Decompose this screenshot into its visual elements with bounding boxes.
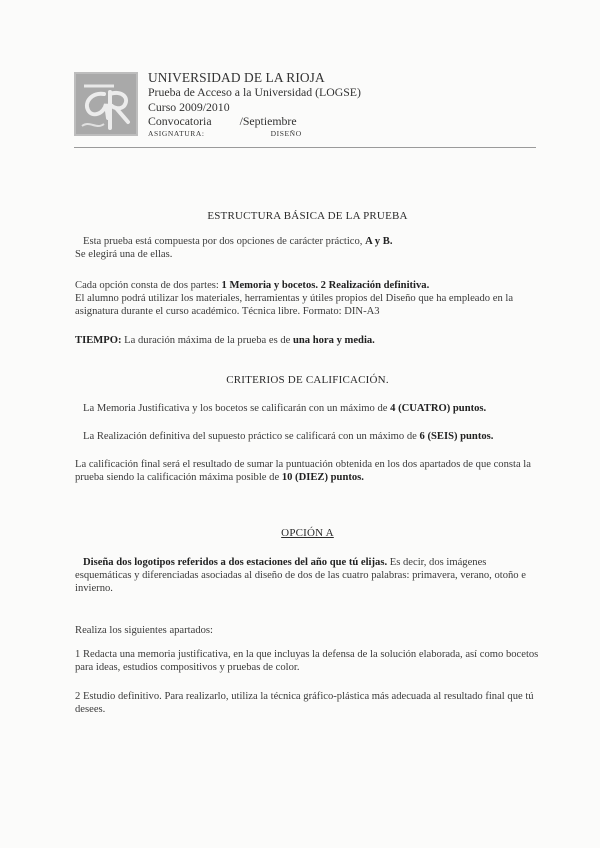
criteria-3-text: La calificación final será el resultado de sumar la puntuación obtenida en los dos apartados de que consta la prueba siendo la calificación máxima posible de	[75, 459, 531, 484]
time-label: TIEMPO:	[75, 335, 122, 346]
structure-p2-materials: El alumno podrá utilizar los materiales, herramientas y útiles propios del Diseño que ha empleado en la asignatura durante el curso académico. Técnica libre. Formato: DIN-A3	[75, 293, 514, 318]
option-a-item-2: 2 Estudio definitivo. Para realizarlo, utiliza la técnica gráfico-plástica más adecuada al resultado final que tú desees.	[75, 691, 534, 716]
criteria-2-points: 6 (SEIS) puntos.	[419, 431, 494, 442]
criteria-1-text: La Memoria Justificativa y los bocetos se calificarán con un máximo de	[83, 403, 388, 414]
call-value: /Septiembre	[239, 113, 297, 128]
time-line	[75, 334, 540, 347]
header-divider	[74, 147, 536, 148]
subject-label: ASIGNATURA:	[148, 129, 205, 139]
structure-title: ESTRUCTURA BÁSICA DE LA PRUEBA	[207, 210, 408, 222]
criteria-item-2	[75, 430, 540, 443]
time-text: La duración máxima de la prueba es de	[124, 335, 291, 346]
structure-p2-text: Cada opción consta de dos partes:	[75, 280, 219, 291]
exam-header	[148, 71, 361, 140]
criteria-1-points: 4 (CUATRO) puntos.	[390, 403, 487, 414]
time-value: una hora y media.	[293, 335, 375, 346]
university-logo-icon	[74, 72, 138, 136]
criteria-item-1	[75, 402, 540, 415]
option-a-title	[75, 527, 540, 540]
structure-p1-choice: Se elegirá una de ellas.	[75, 249, 173, 261]
structure-paragraph-1	[75, 235, 540, 261]
subject-value: DISEÑO	[270, 129, 302, 139]
structure-p1-text: Esta prueba está compuesta por dos opciones de carácter práctico,	[83, 236, 363, 247]
call-line	[148, 114, 361, 128]
exam-name: Prueba de Acceso a la Universidad (LOGSE)	[148, 85, 361, 100]
option-a-item-1: 1 Redacta una memoria justificativa, en la que incluyas la defensa de la solución elaborada, así como bocetos para ideas, estudios compositivos y pruebas de color.	[75, 649, 539, 674]
option-a-task: Diseña dos logotipos referidos a dos estaciones del año que tú elijas.	[83, 557, 388, 568]
criteria-3-points: 10 (DIEZ) puntos.	[281, 472, 364, 484]
criteria-item-3	[75, 458, 540, 484]
option-a-instruction: Realiza los siguientes apartados:	[75, 625, 213, 636]
structure-p2-parts: 1 Memoria y bocetos. 2 Realización definitiva.	[221, 280, 430, 291]
option-a-title-text: OPCIÓN A	[281, 527, 334, 539]
call-label: Convocatoria	[148, 113, 212, 128]
criteria-title: CRITERIOS DE CALIFICACIÓN.	[226, 374, 389, 386]
structure-paragraph-2	[75, 279, 540, 319]
option-a-task-detail: Es decir, dos imágenes esquemáticas y diferenciadas asociadas al diseño de dos de las cuatro palabras: primavera, verano, otoño e invierno.	[75, 557, 526, 595]
subject-line	[148, 128, 361, 140]
university-name: UNIVERSIDAD DE LA RIOJA	[148, 70, 325, 85]
structure-p1-options: A y B.	[365, 236, 393, 247]
course-year: Curso 2009/2010	[148, 99, 230, 114]
option-a-intro	[75, 556, 540, 596]
criteria-2-text: La Realización definitiva del supuesto práctico se calificará con un máximo de	[83, 431, 417, 442]
